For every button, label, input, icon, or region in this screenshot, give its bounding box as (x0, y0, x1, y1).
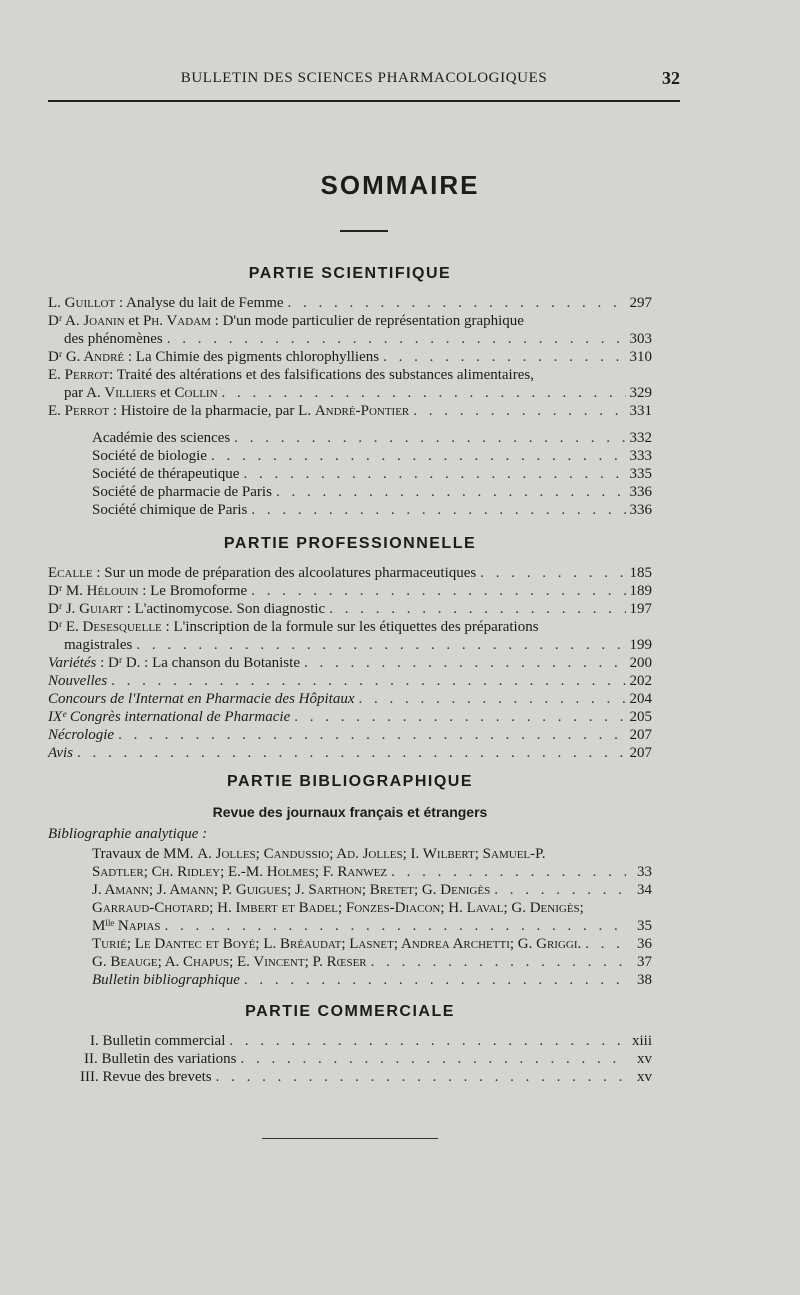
author: L. Guillot (48, 295, 116, 311)
dot-leader (329, 600, 625, 618)
section-professionnelle (48, 532, 652, 762)
dot-leader (234, 429, 625, 447)
running-head: BULLETIN DES SCIENCES PHARMACOLOGIQUES (180, 70, 548, 86)
entry-title: III. Revue des brevets (80, 1069, 212, 1085)
rubric: IXᵉ Congrès international de Pharmacie (48, 709, 291, 725)
entry-title: II. Bulletin des variations (84, 1051, 237, 1067)
dot-leader (276, 483, 626, 501)
dot-leader (288, 294, 626, 312)
conjunction: et (156, 385, 175, 401)
toc-entry (48, 582, 652, 600)
page-ref: 333 (629, 448, 652, 464)
toc-entry (48, 708, 652, 726)
page-ref: 197 (629, 601, 652, 617)
section-commerciale (48, 1000, 652, 1086)
dot-leader (77, 744, 626, 762)
toc-entry (48, 971, 652, 989)
page-ref: 336 (629, 502, 652, 518)
page-ref: 185 (629, 565, 652, 581)
author: Ecalle (48, 565, 93, 581)
dot-leader (118, 726, 625, 744)
toc-entry (48, 366, 652, 384)
dot-leader (211, 447, 626, 465)
dot-leader (167, 330, 626, 348)
toc-entry-society (48, 429, 652, 447)
dot-leader (494, 881, 626, 899)
entry-title-cont: magistrales (64, 637, 133, 653)
author: E. Perrot (48, 403, 110, 419)
page-ref: 38 (637, 972, 652, 988)
dot-leader (229, 1032, 626, 1050)
page-title: SOMMAIRE (320, 170, 480, 200)
author: André-Pontier (314, 403, 410, 419)
dot-leader (165, 917, 626, 935)
dot-leader (243, 465, 625, 483)
page-ref: 200 (629, 655, 652, 671)
dot-leader (585, 935, 626, 953)
entry-title: : Histoire de la pharmacie, par L. (109, 403, 315, 419)
toc-entry-continuation (48, 863, 652, 881)
toc-entry-continuation (48, 330, 652, 348)
page-ref: 204 (629, 691, 652, 707)
page-ref: xv (637, 1051, 652, 1067)
dot-leader (222, 384, 626, 402)
toc-entry (48, 600, 652, 618)
author-list: J. Amann; J. Amann; P. Guigues; J. Sarthon; Bretet; G. Denigès (92, 882, 491, 898)
dot-leader (304, 654, 626, 672)
page-ref: 207 (629, 745, 652, 761)
page-ref: 331 (629, 403, 652, 419)
author: Dʳ A. Joanin (48, 313, 125, 329)
entry-title: : L'actinomycose. Son diagnostic (122, 601, 326, 617)
page-number: 32 (662, 68, 680, 88)
toc-entry-society (48, 465, 652, 483)
author: Dʳ G. André (48, 349, 125, 365)
entry-title: : D'un mode particulier de représentation graphique (210, 313, 524, 329)
rubric-label: Bibliographie analytique : (48, 826, 208, 842)
dot-leader (480, 564, 625, 582)
entry-prefix: Travaux de MM. (92, 846, 198, 862)
entry-title: : Sur un mode de préparation des alcoolatures pharmaceutiques (92, 565, 477, 581)
author: Dʳ M. Hélouin (48, 583, 139, 599)
entry-title: : Analyse du lait de Femme (115, 295, 284, 311)
page-ref: 35 (637, 918, 652, 934)
rubric: Nécrologie (48, 727, 115, 743)
entry-title: Société chimique de Paris (92, 502, 248, 518)
section-heading: PARTIE PROFESSIONNELLE (223, 535, 477, 552)
page-ref: 303 (629, 331, 652, 347)
dot-leader (294, 708, 625, 726)
toc-entry-continuation (48, 636, 652, 654)
dot-leader (111, 672, 625, 690)
author-list: Mˡˡᵉ Napias (92, 918, 161, 934)
page-ref: 34 (637, 882, 652, 898)
page-ref: 199 (629, 637, 652, 653)
toc-entry-society (48, 447, 652, 465)
toc-entry (48, 744, 652, 762)
conjunction: et (124, 313, 143, 329)
entry-title: : Traité des altérations et des falsifications des substances alimentaires, (109, 367, 534, 383)
author-list: G. Beauge; A. Chapus; E. Vincent; P. Rœser (92, 954, 367, 970)
page-ref: 33 (637, 864, 652, 880)
author-list: Sadtler; Ch. Ridley; E.-M. Holmes; F. Ranwez (92, 864, 388, 880)
toc-entry (48, 654, 652, 672)
author-list: A. Jolles; Candussio; Ad. Jolles; I. Wilbert; Samuel-P. (197, 846, 546, 862)
dot-leader (240, 1050, 626, 1068)
page-ref: xv (637, 1069, 652, 1085)
toc-entry (48, 402, 652, 420)
toc-entry (48, 1032, 652, 1050)
author: Collin (174, 385, 218, 401)
dot-leader (413, 402, 625, 420)
rubric: Bulletin bibliographique (92, 972, 240, 988)
footer-rule (262, 1138, 438, 1139)
author: Dʳ E. Desesquelle (48, 619, 162, 635)
toc-entry-continuation (48, 917, 652, 935)
rubric: Avis (48, 745, 73, 761)
page-ref: 336 (629, 484, 652, 500)
toc-entry-continuation (48, 384, 652, 402)
toc-entry (48, 312, 652, 330)
section-heading: PARTIE COMMERCIALE (245, 1003, 455, 1020)
entry-title: : Dʳ D. : La chanson du Botaniste (96, 655, 300, 671)
section-heading: PARTIE SCIENTIFIQUE (248, 265, 452, 282)
entry-title-cont: des phénomènes (64, 331, 163, 347)
toc-entry-society (48, 501, 652, 519)
toc-entry (48, 953, 652, 971)
toc-entry (48, 294, 652, 312)
page-ref: xiii (631, 1033, 652, 1049)
author: Ph. Vadam (142, 313, 211, 329)
entry-title: Société de pharmacie de Paris (92, 484, 272, 500)
toc-entry (48, 618, 652, 636)
toc-entry (48, 881, 652, 899)
dot-leader (359, 690, 626, 708)
entry-title: Société de thérapeutique (92, 466, 240, 482)
page-ref: 297 (629, 295, 652, 311)
page-ref: 207 (629, 727, 652, 743)
entry-title: Académie des sciences (92, 430, 231, 446)
page-ref: 205 (629, 709, 652, 725)
dot-leader (136, 636, 625, 654)
section-subheading: Revue des journaux français et étrangers (212, 804, 488, 820)
entry-title: I. Bulletin commercial (90, 1033, 226, 1049)
dot-leader (371, 953, 626, 971)
toc-entry (48, 348, 652, 366)
toc-entry (48, 564, 652, 582)
dot-leader (244, 971, 626, 989)
title-rule (340, 230, 388, 232)
page-ref: 202 (629, 673, 652, 689)
author-list: Turié; Le Dantec et Boyé; L. Bréaudat; Lasnet; Andrea Archetti; G. Griggi. (92, 936, 582, 952)
entry-title: : La Chimie des pigments chlorophylliens (124, 349, 380, 365)
toc-entry (48, 726, 652, 744)
toc-entry (48, 845, 652, 863)
dot-leader (383, 348, 625, 366)
dot-leader (251, 582, 625, 600)
dot-leader (251, 501, 625, 519)
page-ref: 329 (629, 385, 652, 401)
entry-title: : Le Bromoforme (138, 583, 248, 599)
entry-title-cont: par A. (64, 385, 105, 401)
rubric: Variétés (48, 655, 97, 671)
header-rule (48, 100, 680, 102)
author: E. Perrot (48, 367, 110, 383)
page-ref: 310 (629, 349, 652, 365)
toc-entry (48, 672, 652, 690)
page-ref: 335 (629, 466, 652, 482)
toc-entry: Garraud-Chotard; H. Imbert et Badel; Fonzes-Diacon; H. Laval; G. Denigès; (92, 900, 584, 916)
toc-entry (48, 690, 652, 708)
page-ref: 332 (629, 430, 652, 446)
entry-title: : L'inscription de la formule sur les étiquettes des préparations (161, 619, 539, 635)
author: Villiers (104, 385, 157, 401)
toc-entry (48, 1068, 652, 1086)
section-heading: PARTIE BIBLIOGRAPHIQUE (226, 773, 474, 790)
rubric: Nouvelles (48, 673, 108, 689)
dot-leader (216, 1068, 626, 1086)
section-scientifique (48, 262, 652, 519)
page-ref: 36 (637, 936, 652, 952)
dot-leader (391, 863, 626, 881)
page-ref: 37 (637, 954, 652, 970)
section-bibliographique (48, 770, 652, 989)
rubric: Concours de l'Internat en Pharmacie des Hôpitaux (48, 691, 355, 707)
entry-title: Société de biologie (92, 448, 207, 464)
author: Dʳ J. Guiart (48, 601, 123, 617)
toc-entry (48, 1050, 652, 1068)
page-ref: 189 (629, 583, 652, 599)
toc-entry (48, 935, 652, 953)
toc-entry-society (48, 483, 652, 501)
